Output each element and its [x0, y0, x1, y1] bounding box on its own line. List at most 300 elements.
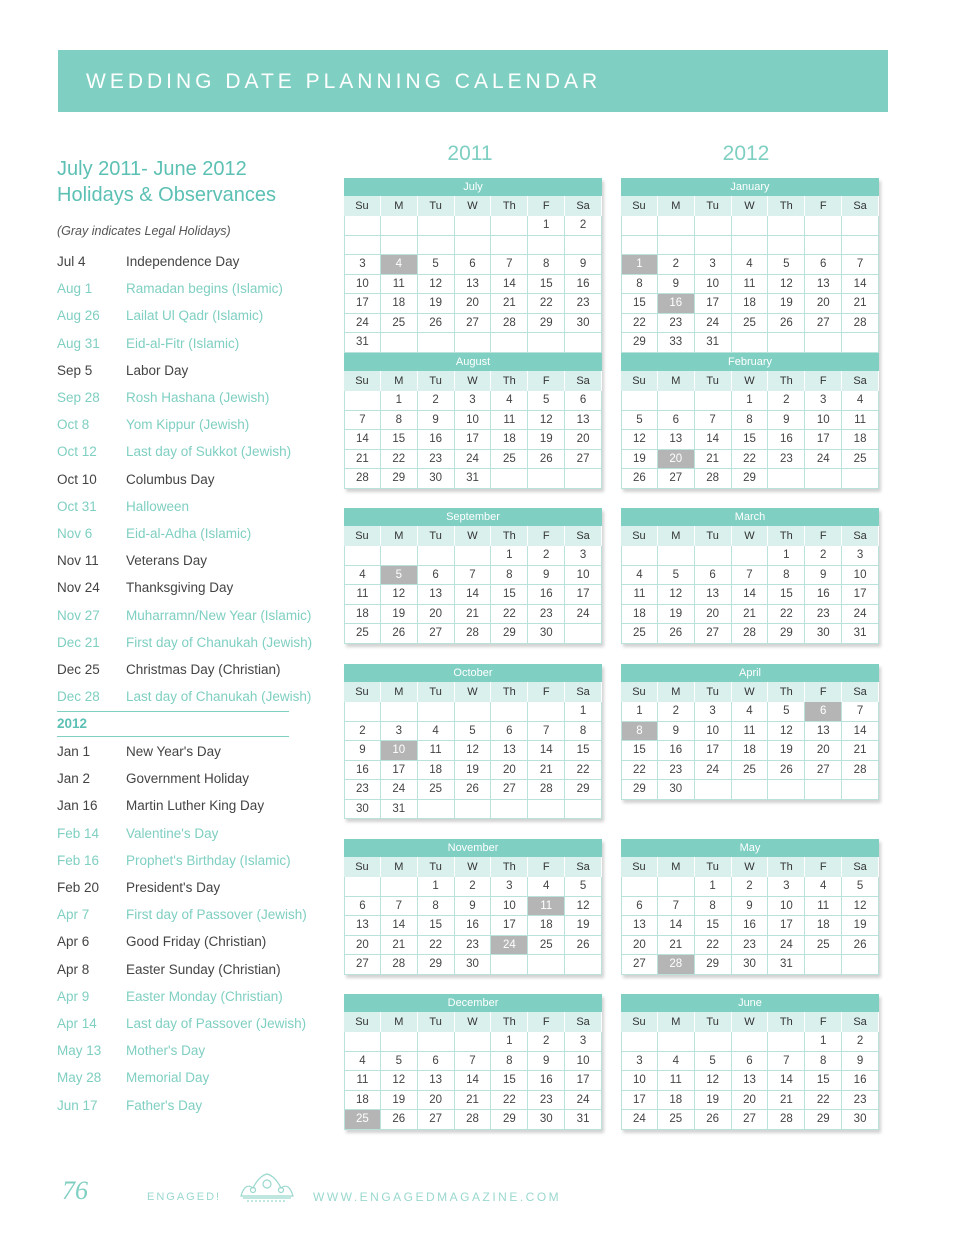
day-cell: 13	[418, 585, 455, 605]
day-grid	[621, 391, 879, 489]
weekday-label: W	[732, 682, 769, 702]
day-cell: 31	[768, 955, 805, 975]
holiday-date: Aug 1	[57, 281, 93, 297]
day-cell: 21	[528, 761, 565, 781]
day-cell: 25	[732, 314, 769, 334]
day-cell: 2	[418, 391, 455, 411]
empty-day-cell	[565, 955, 602, 975]
day-cell: 23	[565, 294, 602, 314]
holiday-name: Father's Day	[126, 1097, 203, 1113]
calendar-month-label: December	[344, 994, 602, 1012]
weekday-header	[621, 857, 879, 877]
day-cell: 19	[658, 605, 695, 625]
holiday-name: Last day of Chanukah (Jewish)	[126, 689, 312, 705]
weekday-label: Tu	[695, 857, 732, 877]
empty-day-cell	[528, 955, 565, 975]
day-cell: 6	[621, 897, 658, 917]
day-cell: 22	[491, 605, 528, 625]
holiday-name: Thanksgiving Day	[126, 580, 234, 596]
day-cell: 12	[565, 897, 602, 917]
day-cell: 15	[528, 275, 565, 295]
day-cell: 25	[805, 936, 842, 956]
holiday-name: New Year's Day	[126, 744, 221, 759]
day-cell: 23	[455, 936, 492, 956]
day-cell: 13	[805, 275, 842, 295]
day-cell: 18	[732, 741, 769, 761]
day-cell: 3	[455, 391, 492, 411]
day-cell: 26	[381, 624, 418, 644]
day-cell: 3	[768, 877, 805, 897]
day-cell: 3	[695, 255, 732, 275]
day-cell: 24	[344, 314, 381, 334]
day-cell: 23	[768, 450, 805, 470]
day-cell: 3	[695, 702, 732, 722]
day-cell: 7	[381, 897, 418, 917]
day-cell: 4	[842, 391, 879, 411]
empty-day-cell	[381, 546, 418, 566]
holiday-name: Easter Monday (Christian)	[126, 988, 283, 1004]
weekday-label: Th	[768, 196, 805, 216]
day-cell: 16	[418, 430, 455, 450]
day-cell: 4	[658, 1052, 695, 1072]
day-cell: 14	[658, 916, 695, 936]
weekday-label: M	[658, 526, 695, 546]
day-cell: 26	[842, 936, 879, 956]
empty-day-cell	[695, 236, 732, 256]
holidays-heading	[57, 156, 317, 208]
weekday-label: F	[805, 371, 842, 391]
footer-url: WWW.ENGAGEDMAGAZINE.COM	[313, 1190, 562, 1204]
day-cell: 23	[344, 780, 381, 800]
day-cell: 25	[528, 936, 565, 956]
empty-day-cell	[528, 333, 565, 353]
day-cell: 15	[695, 916, 732, 936]
weekday-header	[344, 526, 602, 546]
weekday-label: M	[381, 682, 418, 702]
day-cell: 16	[658, 294, 695, 314]
day-cell: 29	[528, 314, 565, 334]
day-cell: 16	[805, 585, 842, 605]
day-cell: 17	[805, 430, 842, 450]
weekday-label: Tu	[418, 682, 455, 702]
calendar-month-label: January	[621, 178, 879, 196]
day-cell: 8	[805, 1052, 842, 1072]
day-cell: 13	[344, 916, 381, 936]
day-cell: 8	[491, 566, 528, 586]
day-cell: 23	[528, 605, 565, 625]
holiday-date: Feb 20	[57, 880, 100, 895]
day-cell: 4	[491, 391, 528, 411]
day-cell: 23	[732, 936, 769, 956]
day-cell: 11	[658, 1071, 695, 1091]
day-cell: 19	[528, 430, 565, 450]
day-cell: 18	[381, 294, 418, 314]
holiday-name: Mother's Day	[126, 1043, 206, 1059]
calendar-month-label: October	[344, 664, 602, 682]
weekday-label: Su	[344, 371, 381, 391]
day-cell: 9	[768, 411, 805, 431]
day-cell: 8	[732, 411, 769, 431]
day-cell: 16	[528, 1071, 565, 1091]
weekday-label: F	[528, 371, 565, 391]
day-grid	[621, 877, 879, 975]
empty-day-cell	[344, 391, 381, 411]
weekday-label: Tu	[695, 1012, 732, 1032]
day-cell: 1	[491, 546, 528, 566]
day-cell: 7	[455, 1052, 492, 1072]
day-cell: 24	[768, 936, 805, 956]
empty-day-cell	[621, 877, 658, 897]
day-grid	[621, 216, 879, 353]
empty-day-cell	[768, 469, 805, 489]
weekday-label: Su	[621, 526, 658, 546]
day-cell: 24	[565, 605, 602, 625]
weekday-label: Su	[621, 682, 658, 702]
empty-day-cell	[732, 780, 769, 800]
empty-day-cell	[491, 216, 528, 236]
day-cell: 8	[381, 411, 418, 431]
day-cell: 5	[658, 566, 695, 586]
holiday-name: Rosh Hashana (Jewish)	[126, 390, 270, 405]
calendar-october	[344, 664, 602, 819]
day-cell: 6	[565, 391, 602, 411]
day-cell: 26	[455, 780, 492, 800]
empty-day-cell	[658, 236, 695, 256]
day-cell: 14	[455, 1071, 492, 1091]
holiday-name: Eid-al-Adha (Islamic)	[126, 526, 252, 541]
day-cell: 19	[842, 916, 879, 936]
day-cell: 27	[658, 469, 695, 489]
day-cell: 17	[344, 294, 381, 314]
weekday-label: M	[658, 196, 695, 216]
weekday-label: Tu	[418, 526, 455, 546]
day-cell: 9	[344, 741, 381, 761]
weekday-label: W	[732, 371, 769, 391]
day-cell: 20	[658, 450, 695, 470]
day-cell: 3	[842, 546, 879, 566]
day-cell: 9	[528, 1052, 565, 1072]
empty-day-cell	[455, 1032, 492, 1052]
day-cell: 33	[658, 333, 695, 353]
day-cell: 16	[768, 430, 805, 450]
day-cell: 14	[344, 430, 381, 450]
day-cell: 15	[732, 430, 769, 450]
holiday-date: Apr 8	[57, 961, 90, 977]
empty-day-cell	[732, 333, 769, 353]
empty-day-cell	[344, 877, 381, 897]
day-cell: 29	[491, 624, 528, 644]
weekday-label: F	[528, 196, 565, 216]
day-cell: 17	[381, 761, 418, 781]
day-cell: 13	[621, 916, 658, 936]
day-cell: 25	[418, 780, 455, 800]
day-cell: 23	[805, 605, 842, 625]
day-cell: 7	[491, 255, 528, 275]
day-cell: 7	[658, 897, 695, 917]
day-cell: 11	[805, 897, 842, 917]
day-cell: 22	[528, 294, 565, 314]
day-cell: 18	[842, 430, 879, 450]
day-cell: 20	[565, 430, 602, 450]
year-label-left: 2011	[447, 142, 493, 165]
empty-day-cell	[695, 216, 732, 236]
day-cell: 2	[528, 546, 565, 566]
empty-day-cell	[344, 1032, 381, 1052]
day-cell: 10	[805, 411, 842, 431]
calendar-month-label: March	[621, 508, 879, 526]
empty-day-cell	[344, 216, 381, 236]
day-cell: 11	[344, 1071, 381, 1091]
day-cell: 18	[528, 916, 565, 936]
empty-day-cell	[344, 546, 381, 566]
day-cell: 24	[381, 780, 418, 800]
day-grid	[344, 391, 602, 489]
day-cell: 20	[805, 294, 842, 314]
day-cell: 3	[805, 391, 842, 411]
day-cell: 10	[565, 1052, 602, 1072]
day-cell: 3	[491, 877, 528, 897]
day-cell: 14	[695, 430, 732, 450]
day-cell: 11	[418, 741, 455, 761]
day-cell: 25	[381, 314, 418, 334]
day-cell: 16	[842, 1071, 879, 1091]
weekday-label: Sa	[842, 526, 879, 546]
holiday-name: Last day of Passover (Jewish)	[126, 1016, 307, 1031]
day-cell: 10	[455, 411, 492, 431]
day-cell: 17	[842, 585, 879, 605]
holiday-date: Nov 6	[57, 526, 93, 541]
weekday-label: F	[805, 1012, 842, 1032]
day-cell: 20	[732, 1091, 769, 1111]
day-cell: 20	[805, 741, 842, 761]
holiday-name: Labor Day	[126, 362, 189, 378]
page-title: WEDDING DATE PLANNING CALENDAR	[86, 70, 602, 93]
empty-day-cell	[418, 236, 455, 256]
weekday-label: Th	[768, 526, 805, 546]
empty-day-cell	[842, 216, 879, 236]
day-cell: 21	[732, 605, 769, 625]
day-cell: 9	[418, 411, 455, 431]
holidays-heading-title: Holidays & Observances	[57, 184, 276, 206]
weekday-label: Su	[344, 196, 381, 216]
weekday-header	[344, 1012, 602, 1032]
day-grid	[621, 546, 879, 644]
day-grid	[621, 1032, 879, 1130]
day-cell: 6	[455, 255, 492, 275]
day-cell: 20	[418, 1091, 455, 1111]
day-cell: 11	[621, 585, 658, 605]
crown-icon	[235, 1170, 299, 1211]
day-cell: 9	[658, 275, 695, 295]
day-cell: 15	[805, 1071, 842, 1091]
day-cell: 18	[344, 1091, 381, 1111]
empty-day-cell	[768, 333, 805, 353]
day-grid	[344, 546, 602, 644]
weekday-header	[344, 682, 602, 702]
day-cell: 27	[805, 761, 842, 781]
day-cell: 15	[768, 585, 805, 605]
day-cell: 17	[491, 916, 528, 936]
holiday-date: Apr 7	[57, 907, 90, 923]
day-cell: 4	[732, 702, 769, 722]
day-cell: 9	[842, 1052, 879, 1072]
day-cell: 30	[732, 955, 769, 975]
day-cell: 9	[732, 897, 769, 917]
weekday-label: W	[455, 682, 492, 702]
empty-day-cell	[491, 702, 528, 722]
holiday-date: Sep 5	[57, 362, 93, 378]
weekday-label: W	[732, 857, 769, 877]
day-cell: 8	[621, 275, 658, 295]
day-cell: 13	[565, 411, 602, 431]
day-cell: 10	[565, 566, 602, 586]
weekday-label: Th	[491, 371, 528, 391]
day-grid	[344, 702, 602, 819]
day-cell: 7	[842, 702, 879, 722]
holiday-date: Jan 2	[57, 771, 91, 787]
calendar-september	[344, 508, 602, 644]
calendar-may	[621, 839, 879, 975]
day-cell: 27	[418, 1110, 455, 1130]
day-cell: 7	[528, 722, 565, 742]
empty-day-cell	[491, 469, 528, 489]
empty-day-cell	[732, 236, 769, 256]
day-cell: 1	[695, 877, 732, 897]
day-cell: 2	[732, 877, 769, 897]
day-cell: 23	[658, 761, 695, 781]
day-cell: 30	[565, 314, 602, 334]
day-cell: 24	[491, 936, 528, 956]
day-cell: 21	[455, 605, 492, 625]
weekday-label: W	[455, 526, 492, 546]
day-cell: 2	[658, 255, 695, 275]
day-cell: 20	[344, 936, 381, 956]
day-cell: 15	[418, 916, 455, 936]
holiday-date: Oct 31	[57, 498, 97, 514]
day-cell: 29	[381, 469, 418, 489]
day-cell: 22	[768, 605, 805, 625]
empty-day-cell	[381, 877, 418, 897]
holiday-date: Jan 1	[57, 744, 91, 759]
day-cell: 1	[621, 702, 658, 722]
day-cell: 26	[565, 936, 602, 956]
day-cell: 3	[381, 722, 418, 742]
day-cell: 7	[732, 566, 769, 586]
empty-day-cell	[455, 333, 492, 353]
weekday-label: Su	[344, 682, 381, 702]
day-cell: 19	[768, 741, 805, 761]
day-cell: 3	[565, 1032, 602, 1052]
weekday-label: W	[455, 196, 492, 216]
day-cell: 5	[842, 877, 879, 897]
holiday-date: Nov 27	[57, 607, 100, 623]
empty-day-cell	[658, 391, 695, 411]
weekday-label: Th	[491, 526, 528, 546]
weekday-label: W	[732, 1012, 769, 1032]
day-cell: 6	[732, 1052, 769, 1072]
day-cell: 25	[344, 1110, 381, 1130]
weekday-label: Th	[768, 857, 805, 877]
day-cell: 8	[491, 1052, 528, 1072]
day-cell: 24	[805, 450, 842, 470]
calendar-month-label: June	[621, 994, 879, 1012]
empty-day-cell	[805, 236, 842, 256]
day-cell: 26	[418, 314, 455, 334]
day-cell: 9	[455, 897, 492, 917]
day-cell: 12	[695, 1071, 732, 1091]
day-cell: 19	[768, 294, 805, 314]
day-cell: 27	[344, 955, 381, 975]
day-cell: 17	[621, 1091, 658, 1111]
holiday-name: Eid-al-Fitr (Islamic)	[126, 335, 240, 351]
day-cell: 6	[805, 255, 842, 275]
holiday-name: Good Friday (Christian)	[126, 934, 267, 950]
day-cell: 11	[344, 585, 381, 605]
day-cell: 2	[768, 391, 805, 411]
day-cell: 7	[768, 1052, 805, 1072]
day-cell: 15	[621, 294, 658, 314]
holiday-date: Nov 11	[57, 553, 99, 569]
empty-day-cell	[805, 780, 842, 800]
day-cell: 7	[695, 411, 732, 431]
empty-day-cell	[491, 236, 528, 256]
holiday-name: President's Day	[126, 880, 221, 895]
weekday-label: Su	[344, 857, 381, 877]
empty-day-cell	[842, 955, 879, 975]
holiday-name: Columbus Day	[126, 471, 215, 487]
weekday-label: Tu	[695, 526, 732, 546]
day-cell: 25	[491, 450, 528, 470]
day-cell: 25	[621, 624, 658, 644]
holiday-date: Nov 24	[57, 580, 100, 596]
day-cell: 31	[695, 333, 732, 353]
day-cell: 11	[491, 411, 528, 431]
weekday-label: Sa	[565, 1012, 602, 1032]
weekday-label: Th	[491, 682, 528, 702]
empty-day-cell	[565, 800, 602, 820]
day-cell: 30	[455, 955, 492, 975]
day-cell: 18	[732, 294, 769, 314]
calendar-january	[621, 178, 879, 353]
day-cell: 28	[455, 1110, 492, 1130]
weekday-label: F	[528, 1012, 565, 1032]
day-cell: 5	[381, 1052, 418, 1072]
holiday-name: Veterans Day	[126, 553, 208, 569]
day-grid	[621, 702, 879, 800]
calendar-december	[344, 994, 602, 1130]
day-cell: 30	[418, 469, 455, 489]
empty-day-cell	[695, 546, 732, 566]
day-cell: 5	[621, 411, 658, 431]
empty-day-cell	[418, 546, 455, 566]
calendar-july	[344, 178, 602, 353]
day-cell: 1	[768, 546, 805, 566]
empty-day-cell	[732, 216, 769, 236]
day-cell: 8	[768, 566, 805, 586]
day-grid	[344, 877, 602, 975]
holiday-date: Jul 4	[57, 254, 86, 269]
day-cell: 30	[344, 800, 381, 820]
day-cell: 7	[842, 255, 879, 275]
day-cell: 10	[768, 897, 805, 917]
weekday-label: F	[805, 682, 842, 702]
day-cell: 18	[658, 1091, 695, 1111]
day-cell: 26	[658, 624, 695, 644]
day-cell: 10	[695, 275, 732, 295]
calendar-month-label: February	[621, 353, 879, 371]
day-cell: 26	[528, 450, 565, 470]
day-cell: 30	[528, 1110, 565, 1130]
